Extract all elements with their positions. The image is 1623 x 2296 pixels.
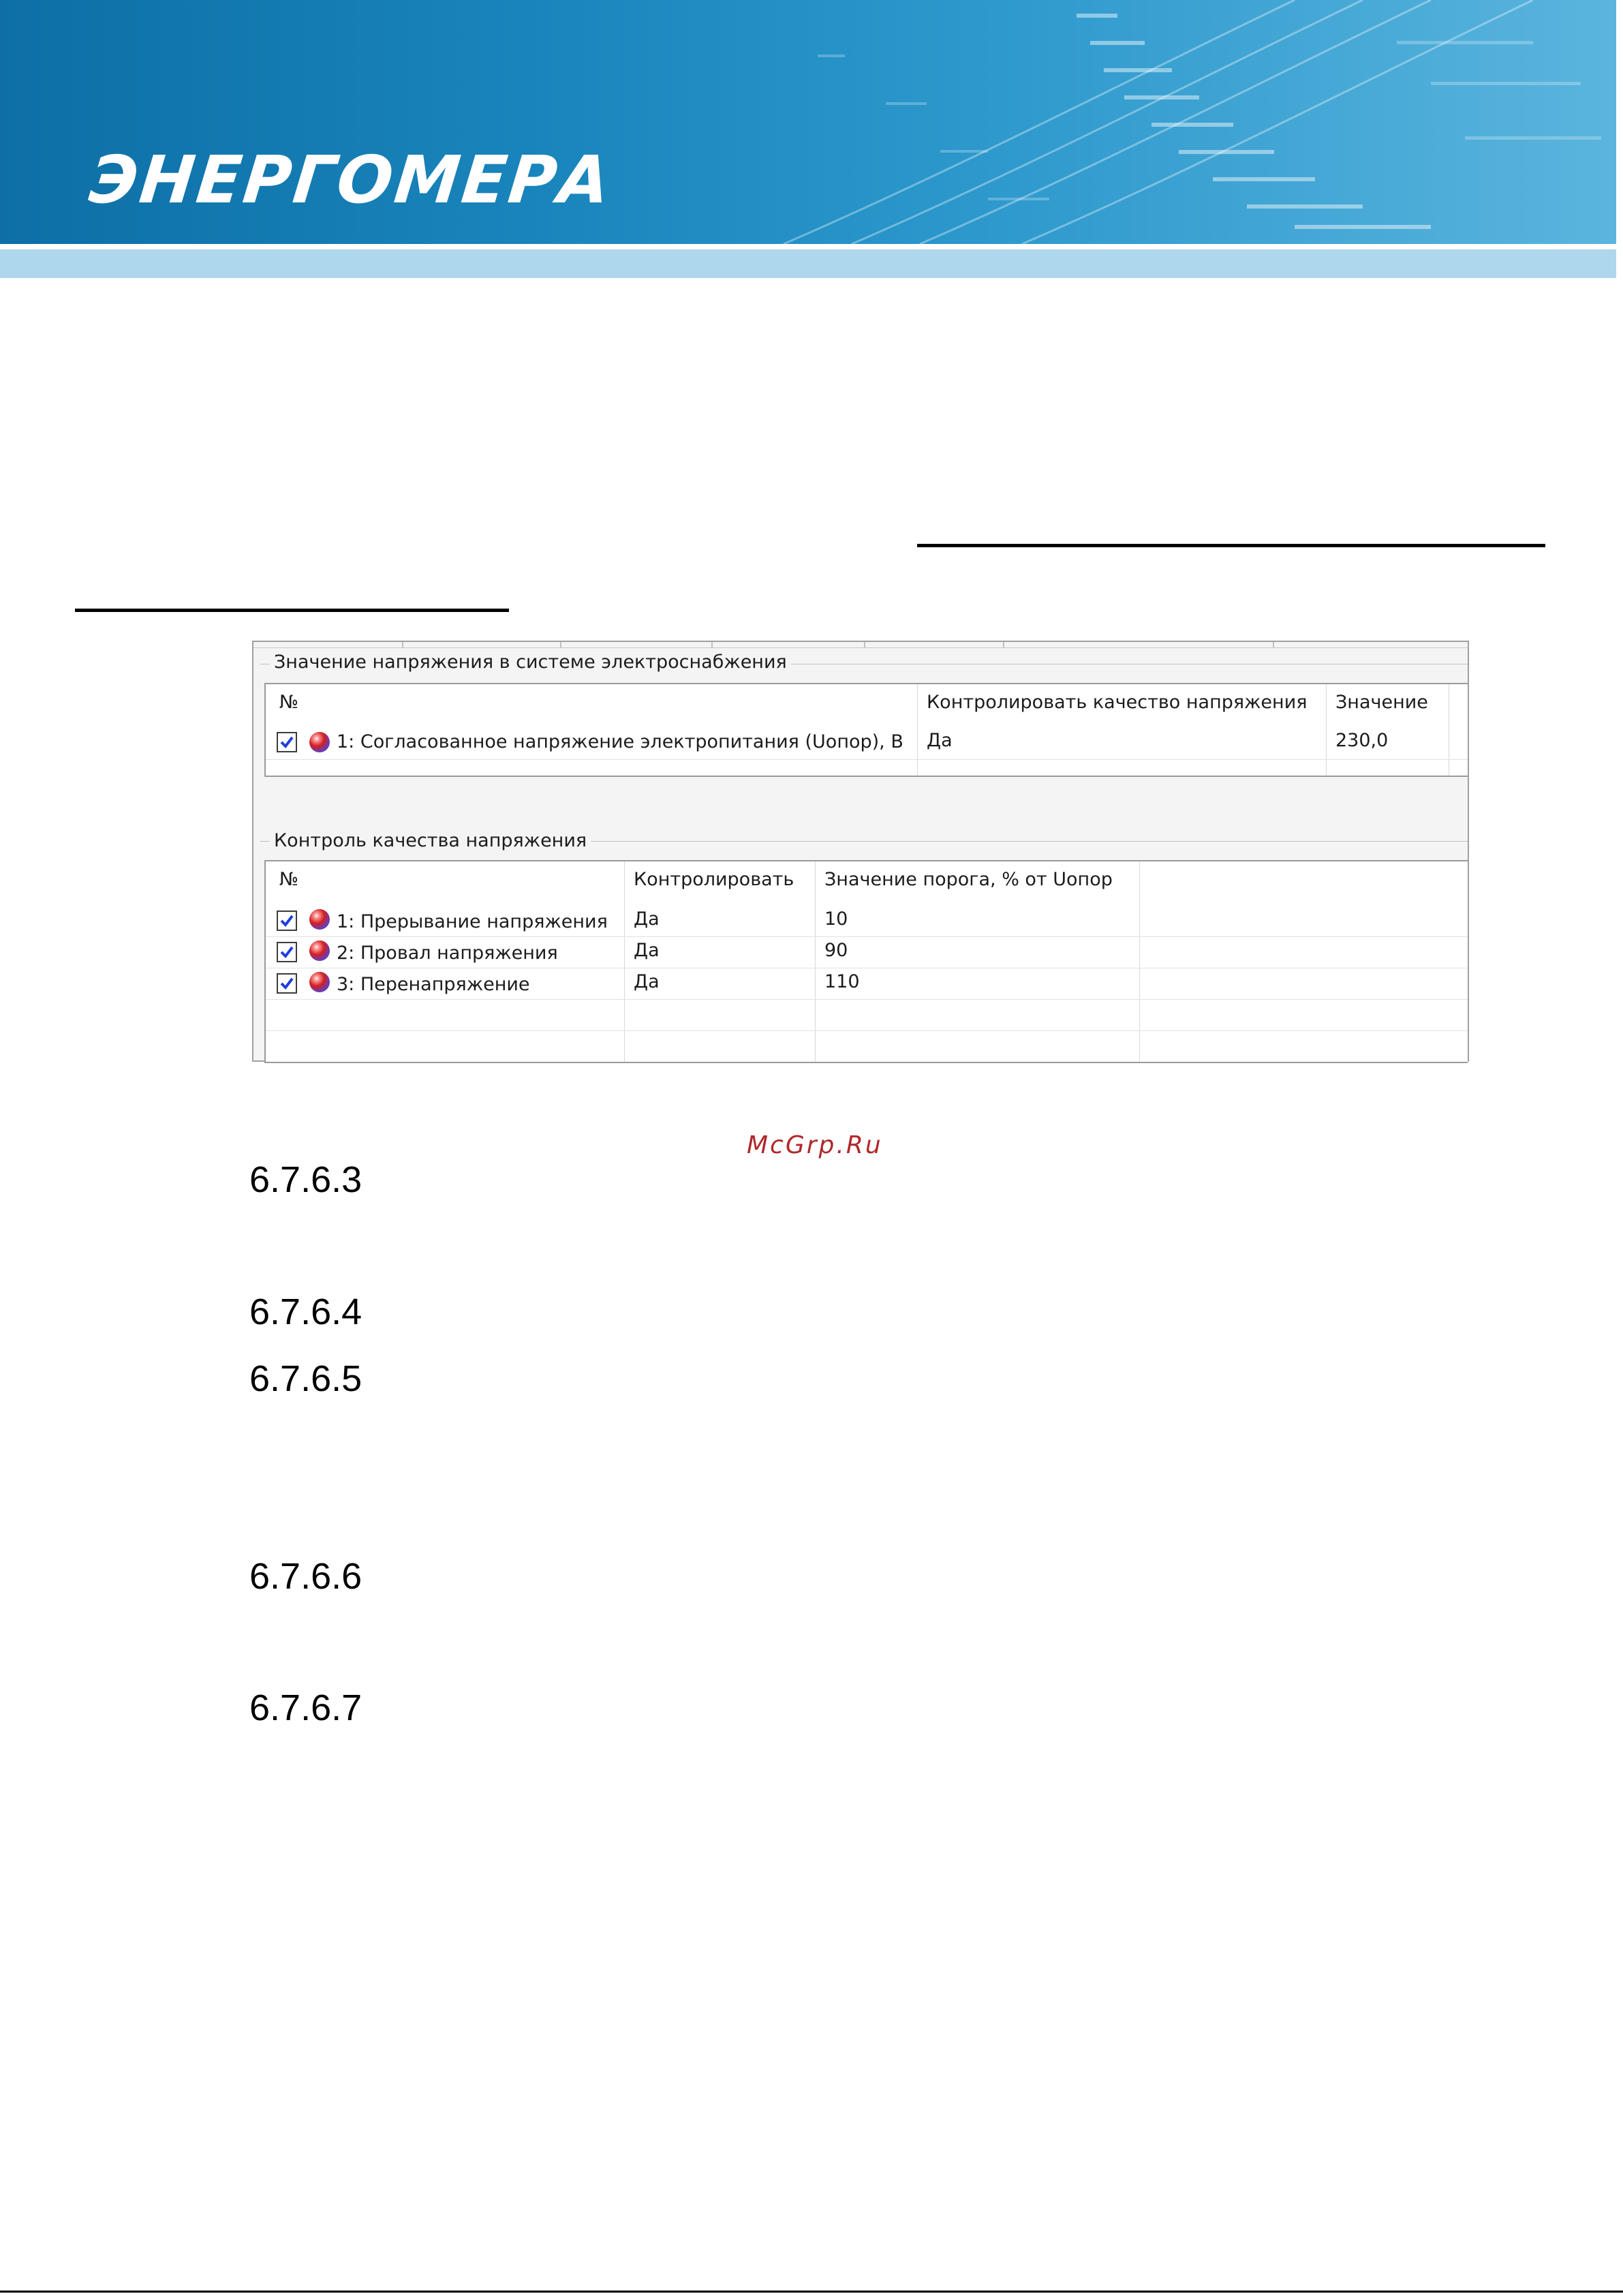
row-control[interactable]: Да <box>634 908 660 930</box>
section-number: 6.7.6.7 <box>249 1687 362 1728</box>
checkbox-checked-icon[interactable] <box>277 732 297 752</box>
row-name: 1: Прерывание напряжения <box>337 911 608 932</box>
row-threshold[interactable]: 110 <box>824 971 860 992</box>
column-header-number[interactable]: № <box>279 869 299 890</box>
voltage-settings-panel <box>252 641 1469 1062</box>
checkbox-checked-icon[interactable] <box>277 910 297 931</box>
status-ball-icon <box>309 909 330 930</box>
footer-rule <box>0 2291 1623 2293</box>
checkbox-checked-icon[interactable] <box>277 973 297 994</box>
section-number: 6.7.6.3 <box>249 1159 362 1200</box>
watermark: McGrp.Ru <box>747 1131 883 1159</box>
header-banner <box>0 0 1623 244</box>
column-header-control-quality[interactable]: Контролировать качество напряжения <box>927 692 1308 713</box>
column-header-threshold[interactable]: Значение порога, % от Uопор <box>824 869 1113 890</box>
banner-stripe <box>0 249 1616 278</box>
section-number: 6.7.6.6 <box>249 1556 362 1597</box>
underline-rule-1 <box>917 544 1545 547</box>
section-number: 6.7.6.5 <box>249 1358 362 1399</box>
quality-control-table <box>264 860 1468 1063</box>
row-name: 3: Перенапряжение <box>337 974 530 995</box>
banner-edge <box>1616 0 1623 278</box>
column-header-value[interactable]: Значение <box>1335 692 1428 713</box>
group-title-system-voltage: Значение напряжения в системе электроснабжения <box>270 652 791 673</box>
section-number: 6.7.6.4 <box>249 1291 362 1332</box>
system-voltage-table <box>264 683 1468 777</box>
underline-rule-2 <box>75 609 509 612</box>
row-control[interactable]: Да <box>634 971 660 992</box>
row-name: 2: Провал напряжения <box>337 943 558 964</box>
row-control[interactable]: Да <box>634 940 660 961</box>
column-header-number[interactable]: № <box>279 692 299 713</box>
tab-strip <box>253 642 1468 648</box>
row-control[interactable]: Да <box>927 730 953 751</box>
status-ball-icon <box>309 732 330 752</box>
checkbox-checked-icon[interactable] <box>277 942 297 962</box>
group-title-quality-control: Контроль качества напряжения <box>270 830 591 851</box>
status-ball-icon <box>309 940 330 961</box>
row-value[interactable]: 230,0 <box>1335 730 1389 751</box>
column-header-control[interactable]: Контролировать <box>634 869 794 890</box>
row-threshold[interactable]: 10 <box>824 908 848 930</box>
brand-logo: ЭНЕРГОМЕРА <box>86 142 616 218</box>
row-name: 1: Согласованное напряжение электропитания (Uопор), В <box>337 731 903 752</box>
row-threshold[interactable]: 90 <box>824 940 848 961</box>
banner-divider <box>0 244 1623 249</box>
status-ball-icon <box>309 972 330 992</box>
